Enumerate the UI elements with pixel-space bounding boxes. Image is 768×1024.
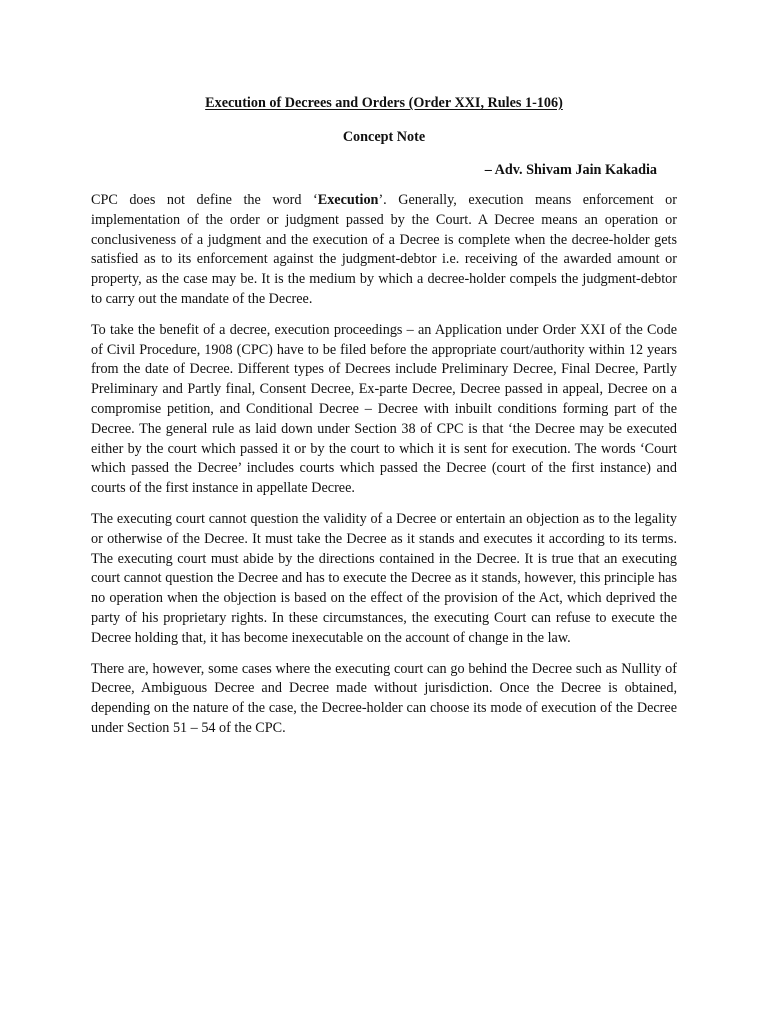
paragraph-1-text-end: ’. Generally, execution means enforcement or implementation of the order or judgment passed by the Court. A Decree means an operation or conclusiveness of a judgment and the execution of a Decree is complete when the decree-holder gets satisfied as to its enforcement against the judgment-debtor i.e. receiving of the awarded amount or property, as the case may be. It is the medium by which a decree-holder compels the judgment-debtor to carry out the mandate of the Decree. <box>91 192 677 307</box>
document-author: – Adv. Shivam Jain Kakadia <box>484 162 657 178</box>
document-subtitle: Concept Note <box>342 129 426 145</box>
paragraph-1 <box>91 191 677 310</box>
paragraph-3: The executing court cannot question the validity of a Decree or entertain an objection as to the legality or otherwise of the Decree. It must take the Decree as it stands and executes it according to its terms. The executing court must abide by the directions contained in the Decree. It is true that an executing court cannot question the Decree and has to execute the Decree as it stands, however, this principle has no operation when the objection is based on the effect of the provision of the Act, which deprived the party of his proprietary rights. In these circumstances, the executing Court can refuse to execute the Decree holding that, it has become inexecutable on the account of change in the law. <box>91 510 677 646</box>
document-title <box>0 93 768 113</box>
paragraph-1-text-start: CPC does not define the word ‘ <box>91 192 318 208</box>
document-title-text: Execution of Decrees and Orders (Order XXI, Rules 1-106) <box>205 95 563 111</box>
paragraph-1-bold-term: Execution <box>317 192 379 208</box>
paragraph-4: There are, however, some cases where the executing court can go behind the Decree such as Nullity of Decree, Ambiguous Decree and Decree made without jurisdiction. Once the Decree is obtained, depending on the nature of the case, the Decree-holder can choose its mode of execution of the Decree under Section 51 – 54 of the CPC. <box>91 660 677 736</box>
paragraph-2: To take the benefit of a decree, execution proceedings – an Application under Order XXI of the Code of Civil Procedure, 1908 (CPC) have to be filed before the appropriate court/authority within 12 years from the date of Decree. Different types of Decrees include Preliminary Decree, Final Decree, Partly Preliminary and Partly final, Consent Decree, Ex-parte Decree, Decree passed in appeal, Decree on a compromise petition, and Conditional Decree – Decree with inbuilt conditions forming part of the Decree. The general rule as laid down under Section 38 of CPC is that ‘the Decree may be executed either by the court which passed it or by the court to which it is sent for execution. The words ‘Court which passed the Decree’ includes courts which passed the Decree (court of the first instance) and courts of the first instance in appellate Decree. <box>91 321 677 497</box>
document-body <box>91 191 677 750</box>
